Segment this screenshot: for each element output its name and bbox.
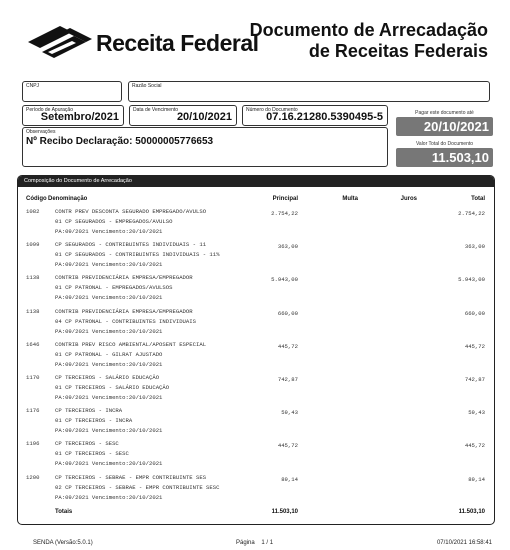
composicao-row <box>18 273 494 306</box>
row-total: 2.754,22 <box>458 210 485 217</box>
totais-label: Totais <box>55 509 73 515</box>
row-denominacao: CONTRIB PREVIDENCIÁRIA EMPRESA/EMPREGADOR <box>55 274 193 282</box>
pagar-ate-value: 20/10/2021 <box>396 117 493 136</box>
brand-name: Receita Federal <box>96 30 259 56</box>
composicao-row <box>18 307 494 340</box>
row-periodo: PA:09/2021 Vencimento:20/10/2021 <box>55 493 163 501</box>
footer-pagina-label: Página <box>236 540 255 546</box>
razao-social-label: Razão Social <box>132 83 162 89</box>
totais-principal: 11.503,10 <box>271 509 298 515</box>
document-title <box>250 20 488 62</box>
row-total: 89,14 <box>468 475 485 483</box>
row-total: 363,00 <box>464 243 485 251</box>
row-total: 59,43 <box>468 409 485 417</box>
row-total: 445,72 <box>464 342 485 350</box>
data-vencimento-field <box>129 105 237 126</box>
row-principal: 742,87 <box>277 375 298 383</box>
row-denominacao: CP SEGURADOS - CONTRIBUINTES INDIVIDUAIS - 11 <box>55 241 207 249</box>
col-total: Total <box>471 196 485 202</box>
composicao-rows <box>18 207 494 506</box>
document-title-line1: Documento de Arrecadação <box>249 20 488 40</box>
row-total: 660,00 <box>464 309 485 317</box>
observacoes-value: Nº Recibo Declaração: 50000005776653 <box>26 136 214 147</box>
row-detalhe: 02 CP TERCEIROS - SEBRAE - EMPR CONTRIBUINTE SESC <box>55 483 220 491</box>
row-codigo: 1138 <box>26 274 40 282</box>
cnpj-field <box>22 81 122 102</box>
periodo-apuracao-label: Período de Apuração <box>26 107 73 113</box>
row-codigo: 1099 <box>26 241 40 249</box>
composicao-totals <box>18 506 494 520</box>
row-codigo: 1176 <box>26 407 40 415</box>
composicao-row <box>18 473 494 506</box>
row-detalhe: 01 CP TERCEIROS - INCRA <box>55 417 133 425</box>
row-total: 5.943,00 <box>458 276 485 284</box>
numero-documento-value: 07.16.21280.5390495-5 <box>266 111 383 123</box>
composicao-row <box>18 340 494 373</box>
composicao-row <box>18 439 494 472</box>
row-detalhe: 01 CP TERCEIROS - SALÁRIO EDUCAÇÃO <box>55 383 170 391</box>
row-periodo: PA:09/2021 Vencimento:20/10/2021 <box>55 294 163 302</box>
cnpj-label: CNPJ <box>26 83 40 89</box>
row-detalhe: 01 CP TERCEIROS - SESC <box>55 450 129 458</box>
data-vencimento-value: 20/10/2021 <box>176 111 232 123</box>
data-vencimento-label: Data de Vencimento <box>133 107 179 113</box>
row-periodo: PA:09/2021 Vencimento:20/10/2021 <box>55 360 163 368</box>
valor-total-value: 11.503,10 <box>396 148 493 167</box>
row-denominacao: CP TERCEIROS - SALÁRIO EDUCAÇÃO <box>55 373 160 381</box>
numero-documento-label: Número do Documento <box>246 107 298 113</box>
composicao-row <box>18 207 494 240</box>
col-denominacao: Denominação <box>48 196 88 202</box>
row-denominacao: CP TERCEIROS - INCRA <box>55 407 123 415</box>
row-periodo: PA:09/2021 Vencimento:20/10/2021 <box>55 327 163 335</box>
row-periodo: PA:09/2021 Vencimento:20/10/2021 <box>55 228 163 235</box>
footer-version: SENDA (Versão:5.0.1) <box>33 540 93 546</box>
composicao-column-headers <box>18 196 494 206</box>
row-codigo: 1196 <box>26 440 40 448</box>
row-principal: 2.754,22 <box>271 210 298 217</box>
row-detalhe: 01 CP SEGURADOS - CONTRIBUINTES INDIVIDUAIS - 11% <box>55 251 220 259</box>
composicao-row <box>18 240 494 273</box>
row-periodo: PA:09/2021 Vencimento:20/10/2021 <box>55 393 163 401</box>
valor-total-label: Valor Total do Documento <box>415 141 474 147</box>
row-codigo: 1200 <box>26 473 40 481</box>
composicao-title: Composição do Documento de Arrecadação <box>18 176 494 187</box>
receita-federal-logo <box>26 22 96 64</box>
row-detalhe: 04 CP PATRONAL - CONTRIBUINTES INDIVIDUAIS <box>55 317 196 325</box>
document-title-line2: de Receitas Federais <box>308 41 488 61</box>
composicao-row <box>18 406 494 439</box>
row-principal: 89,14 <box>281 475 298 483</box>
row-principal: 660,00 <box>277 309 298 317</box>
row-denominacao: CONTRIB PREVIDENCIÁRIA EMPRESA/EMPREGADOR <box>55 307 193 315</box>
row-codigo: 1646 <box>26 340 40 348</box>
row-periodo: PA:09/2021 Vencimento:20/10/2021 <box>55 460 163 468</box>
row-denominacao: CP TERCEIROS - SESC <box>55 440 119 448</box>
col-juros: Juros <box>400 196 417 202</box>
row-periodo: PA:09/2021 Vencimento:20/10/2021 <box>55 261 163 269</box>
composicao-section <box>17 175 495 525</box>
row-principal: 445,72 <box>277 442 298 450</box>
composicao-row <box>18 373 494 406</box>
footer-timestamp: 07/10/2021 16:58:41 <box>436 540 492 546</box>
row-codigo: 1170 <box>26 373 40 381</box>
totais-total: 11.503,10 <box>458 509 485 515</box>
row-denominacao: CONTRIB PREV RISCO AMBIENTAL/APOSENT ESPECIAL <box>55 340 207 348</box>
periodo-apuracao-field <box>22 105 124 126</box>
row-codigo: 1138 <box>26 307 40 315</box>
observacoes-field <box>22 127 388 167</box>
footer-pagina <box>236 540 273 546</box>
row-detalhe: 01 CP PATRONAL - GILRAT AJUSTADO <box>55 350 163 358</box>
pagar-ate-label: Pagar este documento até <box>415 110 474 116</box>
col-codigo: Código <box>26 196 47 202</box>
razao-social-field <box>128 81 490 102</box>
row-principal: 363,00 <box>277 243 298 251</box>
row-detalhe: 01 CP SEGURADOS - EMPREGADOS/AVULSO <box>55 218 173 225</box>
row-total: 445,72 <box>464 442 485 450</box>
numero-documento-field <box>242 105 388 126</box>
row-principal: 59,43 <box>281 409 298 417</box>
col-multa: Multa <box>342 196 358 202</box>
row-principal: 445,72 <box>277 342 298 350</box>
row-detalhe: 01 CP PATRONAL - EMPREGADOS/AVULSOS <box>55 284 173 292</box>
row-denominacao: CP TERCEIROS - SEBRAE - EMPR CONTRIBUINTE SES <box>55 473 207 481</box>
row-total: 742,87 <box>464 375 485 383</box>
row-principal: 5.943,00 <box>271 276 298 284</box>
periodo-apuracao-value: Setembro/2021 <box>40 111 119 123</box>
row-codigo: 1082 <box>26 208 40 215</box>
col-principal: Principal <box>272 196 298 202</box>
row-denominacao: CONTR PREV DESCONTA SEGURADO EMPREGADO/AVULSO <box>55 208 207 215</box>
footer-pagina-value: 1 / 1 <box>261 540 274 546</box>
observacoes-label: Observações <box>26 129 56 135</box>
row-periodo: PA:09/2021 Vencimento:20/10/2021 <box>55 427 163 435</box>
